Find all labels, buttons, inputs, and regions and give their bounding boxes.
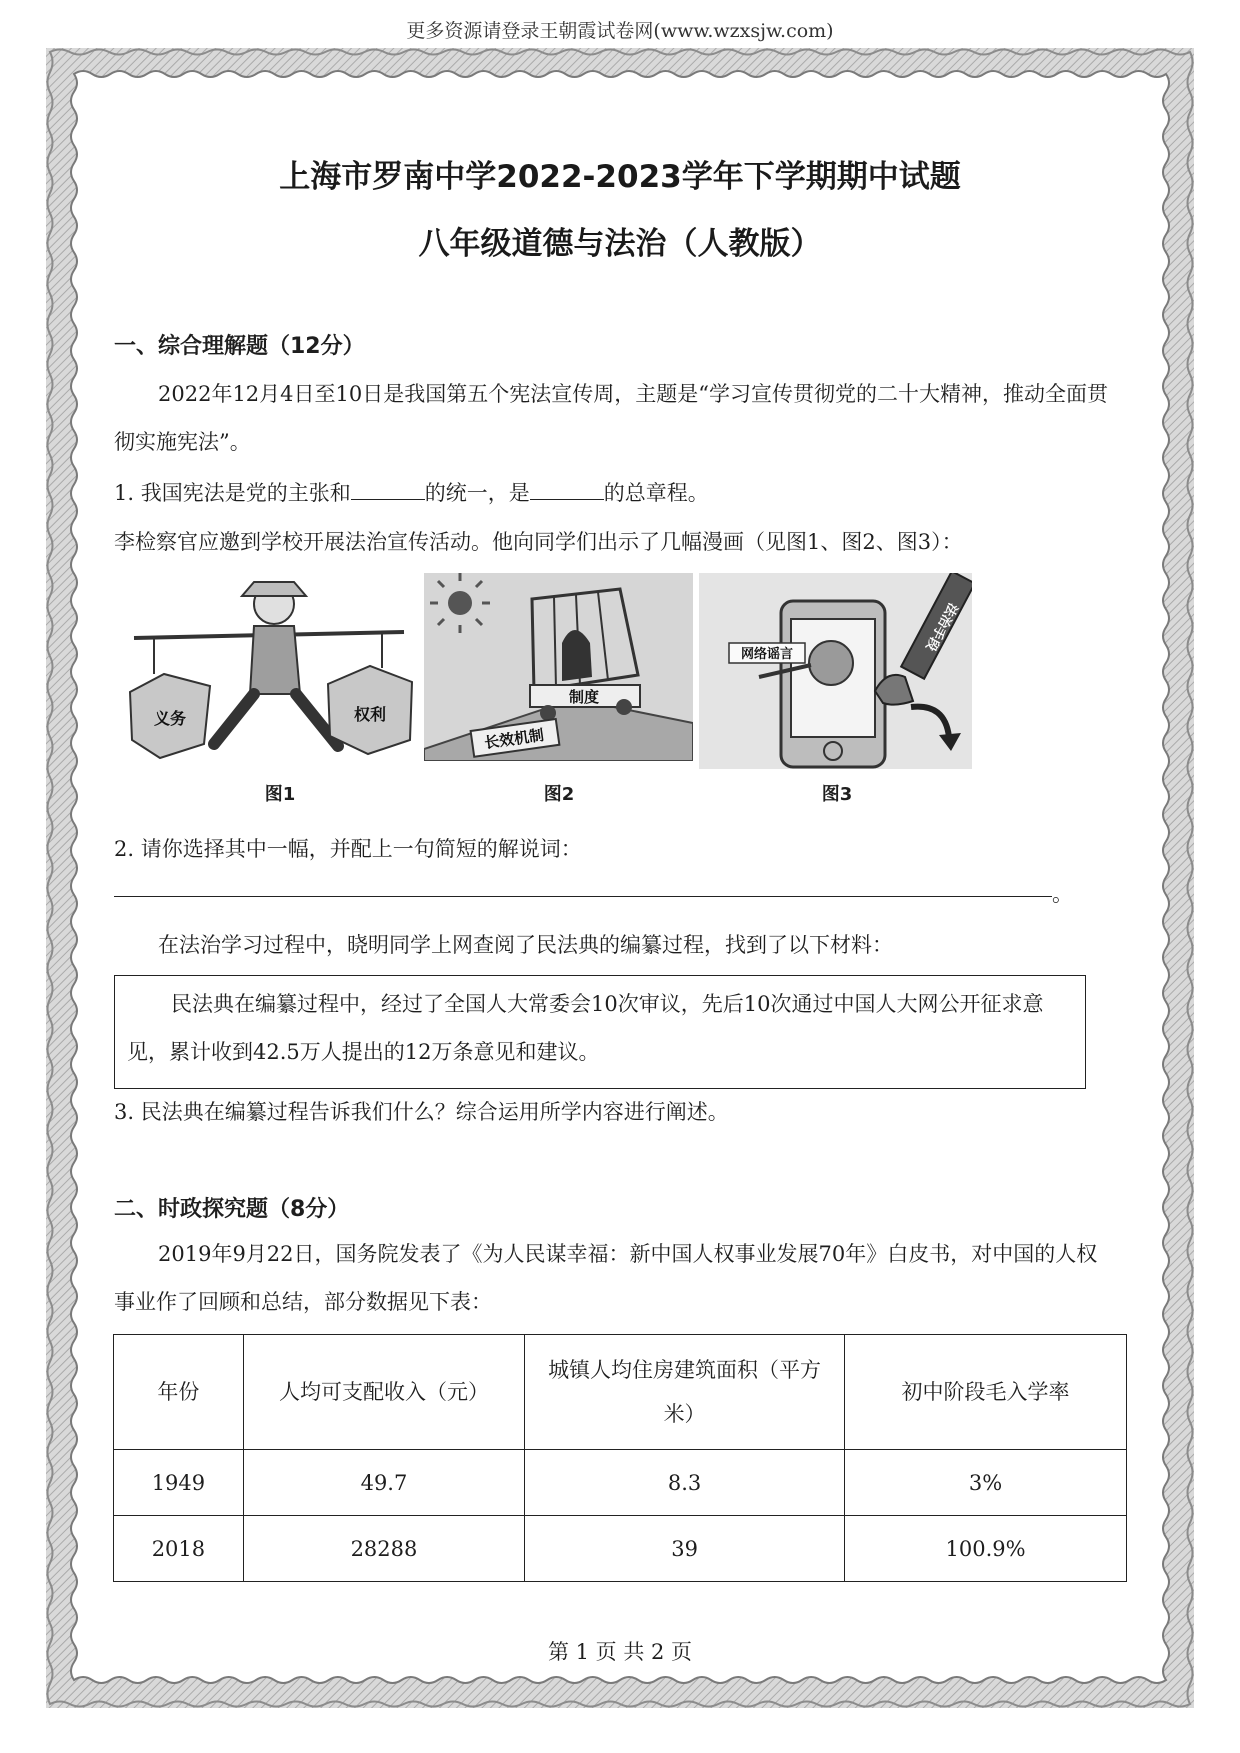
cell-housing: 39 [525, 1516, 845, 1582]
page-footer: 第 1 页 共 2 页 [547, 1640, 693, 1664]
duty-tag: 义务 [153, 709, 187, 728]
figure-2-label: 图2 [543, 784, 575, 805]
material-lead: 在法治学习过程中，晓明同学上网查阅了民法典的编纂过程，找到了以下材料： [158, 933, 893, 957]
section-1-intro: 2022年12月4日至10日是我国第五个宪法宣传周，主题是“学习宣传贯彻党的二十大精神，推动全面贯彻实施宪法”。 [114, 382, 1108, 454]
exam-title: 上海市罗南中学2022-2023学年下学期期中试题 [279, 159, 961, 195]
cartoon-figure-1 [114, 574, 426, 770]
rumor-face [809, 641, 853, 685]
question-1 [114, 477, 709, 507]
material-box [114, 975, 1086, 1089]
cell-enrollment: 100.9% [845, 1516, 1127, 1582]
section-2-intro: 2019年9月22日，国务院发表了《为人民谋幸福：新中国人权事业发展70年》白皮书，对中国的人权事业作了回顾和总结，部分数据见下表： [114, 1242, 1098, 1314]
table-row [114, 1450, 1127, 1516]
header-year: 年份 [114, 1335, 244, 1450]
cell-income: 49.7 [243, 1450, 524, 1516]
figure-3-label: 图3 [821, 784, 853, 805]
exam-subtitle: 八年级道德与法治（人教版） [418, 226, 822, 262]
table-header-row [114, 1335, 1127, 1450]
statistics-table [113, 1334, 1127, 1582]
cartoon-figure-3 [699, 573, 972, 769]
figure-1-label: 图1 [264, 784, 296, 805]
answer-line-end: 。 [1052, 882, 1073, 906]
cell-year: 2018 [114, 1516, 244, 1582]
cell-enrollment: 3% [845, 1450, 1127, 1516]
question-1-part-c: 的总章程。 [603, 481, 709, 505]
cartoon-figure-2 [424, 573, 693, 761]
sun-icon [448, 591, 472, 615]
online-rumor-tag: 网络谣言 [740, 647, 794, 662]
section-1-heading: 一、综合理解题（12分） [114, 334, 365, 359]
answer-line-2[interactable] [114, 896, 1052, 897]
question-2: 2. 请你选择其中一幅，并配上一句简短的解说词： [114, 837, 582, 861]
answer-blank-1[interactable] [351, 481, 425, 500]
straw-hat [242, 582, 306, 596]
rights-tag: 权利 [353, 705, 387, 724]
figure-body [250, 626, 300, 694]
system-tag: 制度 [568, 688, 600, 706]
answer-blank-2[interactable] [530, 481, 604, 500]
table-row [114, 1516, 1127, 1582]
long-term-mechanism-tag: 长效机制 [483, 725, 546, 753]
cell-housing: 8.3 [525, 1450, 845, 1516]
cartoon-lead: 李检察官应邀到学校开展法治宣传活动。他向同学们出示了几幅漫画（见图1、图2、图3）： [114, 530, 963, 554]
header-banner: 更多资源请登录王朝霞试卷网(www.wzxsjw.com) [406, 20, 834, 42]
question-1-part-a: 1. 我国宪法是党的主张和 [114, 481, 351, 505]
header-enrollment: 初中阶段毛入学率 [845, 1335, 1127, 1450]
header-income: 人均可支配收入（元） [243, 1335, 524, 1450]
question-3: 3. 民法典在编纂过程告诉我们什么？综合运用所学内容进行阐述。 [114, 1100, 729, 1124]
cell-income: 28288 [243, 1516, 524, 1582]
material-text: 民法典在编纂过程中，经过了全国人大常委会10次审议，先后10次通过中国人大网公开征求意见，累计收到42.5万人提出的12万条意见和建议。 [127, 992, 1044, 1064]
header-housing: 城镇人均住房建筑面积（平方米） [525, 1335, 845, 1450]
rule-of-law-tag: 法治手段 [922, 600, 960, 654]
section-2-heading: 二、时政探究题（8分） [114, 1197, 350, 1222]
question-1-part-b: 的统一，是 [424, 481, 530, 505]
cell-year: 1949 [114, 1450, 244, 1516]
